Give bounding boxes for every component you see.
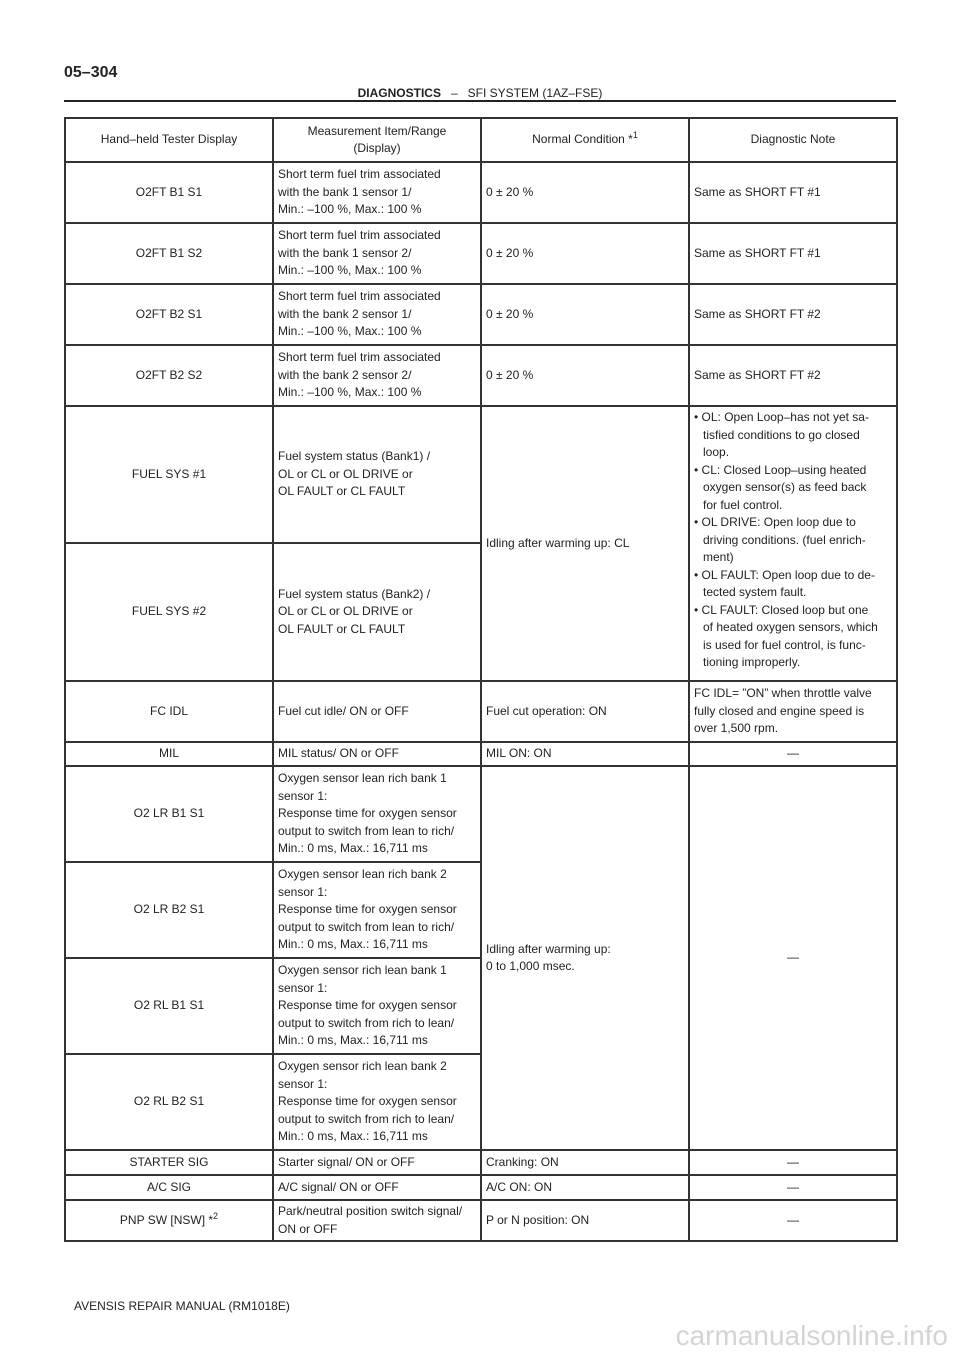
cell-item: Short term fuel trim associated with the bank 1 sensor 2/ Min.: –100 %, Max.: 100 % — [273, 223, 481, 284]
page-header — [64, 86, 896, 100]
cell-display: FUEL SYS #1 — [65, 406, 273, 543]
table-row — [65, 284, 897, 345]
cell-item: Fuel system status (Bank1) / OL or CL or OL DRIVE or OL FAULT or CL FAULT — [273, 406, 481, 543]
cell-display: FUEL SYS #2 — [65, 543, 273, 681]
cell-display: O2 RL B1 S1 — [65, 958, 273, 1054]
cell-display: O2 RL B2 S1 — [65, 1054, 273, 1150]
cell-item: Short term fuel trim associated with the bank 2 sensor 2/ Min.: –100 %, Max.: 100 % — [273, 345, 481, 406]
cell-note: — — [689, 1175, 897, 1200]
note-bullet: • OL: Open Loop–has not yet sa- tisfied conditions to go closed loop. — [694, 410, 869, 459]
cell-display: FC IDL — [65, 681, 273, 742]
note-bullet: • CL FAULT: Closed loop but one of heated oxygen sensors, which is used for fuel control, is func- tioning improperly. — [694, 602, 878, 669]
header-display: Hand–held Tester Display — [65, 118, 273, 162]
cell-note: Same as SHORT FT #1 — [689, 162, 897, 223]
table-row — [65, 406, 897, 543]
table-row — [65, 1175, 897, 1200]
cell-display: O2 LR B1 S1 — [65, 766, 273, 862]
cell-item: Starter signal/ ON or OFF — [273, 1150, 481, 1175]
header-rule — [64, 100, 896, 102]
cell-item: Oxygen sensor lean rich bank 1 sensor 1: Response time for oxygen sensor output to switch from lean to rich/ Min.: 0 ms, Max.: 16,711 ms — [273, 766, 481, 862]
header-section: DIAGNOSTICS — [357, 86, 441, 100]
cell-normal: Idling after warming up: CL — [481, 406, 689, 681]
cell-item: Oxygen sensor lean rich bank 2 sensor 1: Response time for oxygen sensor output to switch from lean to rich/ Min.: 0 ms, Max.: 16,711 ms — [273, 862, 481, 958]
cell-item: MIL status/ ON or OFF — [273, 742, 481, 766]
cell-note: — — [689, 742, 897, 766]
page-footer: AVENSIS REPAIR MANUAL (RM1018E) — [74, 1299, 290, 1313]
cell-normal: 0 ± 20 % — [481, 223, 689, 284]
cell-item: Short term fuel trim associated with the bank 2 sensor 1/ Min.: –100 %, Max.: 100 % — [273, 284, 481, 345]
cell-display: MIL — [65, 742, 273, 766]
header-normal: Normal Condition *$^1$ — [481, 118, 689, 162]
cell-display: STARTER SIG — [65, 1150, 273, 1175]
watermark: carmanualsonline.info — [675, 1320, 948, 1351]
cell-display: O2FT B2 S2 — [65, 345, 273, 406]
cell-normal: A/C ON: ON — [481, 1175, 689, 1200]
cell-display: O2FT B2 S1 — [65, 284, 273, 345]
cell-display: A/C SIG — [65, 1175, 273, 1200]
cell-display: PNP SW [NSW] *$^2$ — [65, 1200, 273, 1241]
note-bullet: • OL DRIVE: Open loop due to driving conditions. (fuel enrich- ment) — [694, 515, 866, 564]
cell-item: A/C signal/ ON or OFF — [273, 1175, 481, 1200]
table-header-row — [65, 118, 897, 162]
table-row — [65, 223, 897, 284]
cell-normal: Cranking: ON — [481, 1150, 689, 1175]
cell-normal: 0 ± 20 % — [481, 284, 689, 345]
cell-item: Park/neutral position switch signal/ ON or OFF — [273, 1200, 481, 1241]
table-row — [65, 766, 897, 862]
cell-normal: 0 ± 20 % — [481, 345, 689, 406]
cell-note: FC IDL= ”ON” when throttle valve fully closed and engine speed is over 1,500 rpm. — [689, 681, 897, 742]
cell-normal: MIL ON: ON — [481, 742, 689, 766]
cell-item: Oxygen sensor rich lean bank 1 sensor 1: Response time for oxygen sensor output to switch from rich to lean/ Min.: 0 ms, Max.: 16,711 ms — [273, 958, 481, 1054]
table-row — [65, 742, 897, 766]
cell-item: Oxygen sensor rich lean bank 2 sensor 1: Response time for oxygen sensor output to switch from rich to lean/ Min.: 0 ms, Max.: 16,711 ms — [273, 1054, 481, 1150]
cell-note: — — [689, 1200, 897, 1241]
header-separator: – — [450, 86, 458, 100]
table-row — [65, 1200, 897, 1241]
diagnostics-table — [64, 117, 898, 1242]
cell-note: — — [689, 766, 897, 1150]
cell-note: Same as SHORT FT #2 — [689, 284, 897, 345]
cell-item: Short term fuel trim associated with the bank 1 sensor 1/ Min.: –100 %, Max.: 100 % — [273, 162, 481, 223]
cell-normal: P or N position: ON — [481, 1200, 689, 1241]
note-bullet: • CL: Closed Loop–using heated oxygen sensor(s) as feed back for fuel control. — [694, 462, 867, 512]
page-number: 05–304 — [64, 64, 118, 81]
cell-display: O2FT B1 S2 — [65, 223, 273, 284]
cell-normal: Idling after warming up: 0 to 1,000 msec. — [481, 766, 689, 1150]
header-item: Measurement Item/Range (Display) — [273, 118, 481, 162]
cell-item: Fuel system status (Bank2) / OL or CL or OL DRIVE or OL FAULT or CL FAULT — [273, 543, 481, 681]
cell-note: — — [689, 1150, 897, 1175]
cell-normal: Fuel cut operation: ON — [481, 681, 689, 742]
cell-display: O2 LR B2 S1 — [65, 862, 273, 958]
cell-note: Same as SHORT FT #1 — [689, 223, 897, 284]
cell-note: Same as SHORT FT #2 — [689, 345, 897, 406]
note-bullet: • OL FAULT: Open loop due to de- tected system fault. — [694, 567, 875, 599]
table-row — [65, 681, 897, 742]
cell-display: O2FT B1 S1 — [65, 162, 273, 223]
cell-normal: 0 ± 20 % — [481, 162, 689, 223]
table-row — [65, 1150, 897, 1175]
cell-note-bullets — [689, 406, 897, 681]
table-row — [65, 345, 897, 406]
header-note: Diagnostic Note — [689, 118, 897, 162]
cell-item: Fuel cut idle/ ON or OFF — [273, 681, 481, 742]
table-row — [65, 162, 897, 223]
header-system: SFI SYSTEM (1AZ–FSE) — [467, 86, 603, 100]
